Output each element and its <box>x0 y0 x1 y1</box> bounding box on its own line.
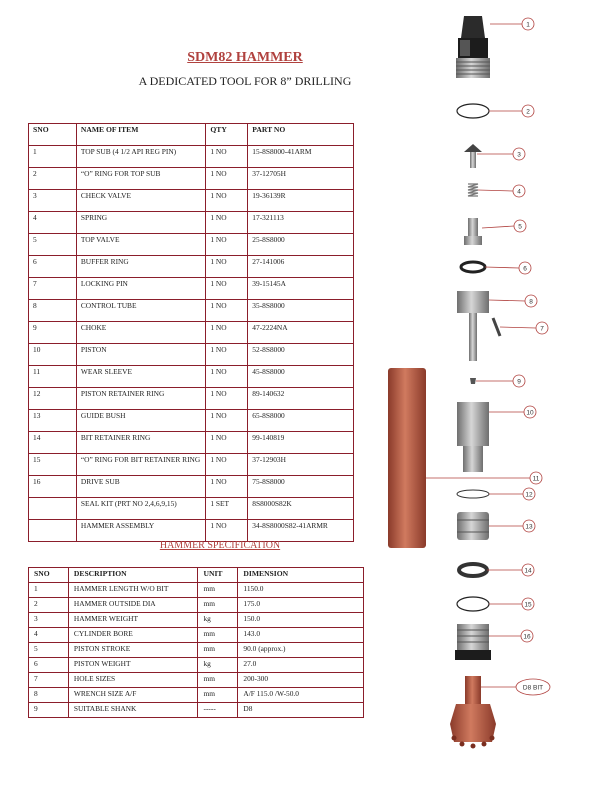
parts-table-cell: 5 <box>29 234 77 256</box>
parts-table-cell: 1 NO <box>206 322 248 344</box>
bit-retainer-ring-part <box>459 564 487 576</box>
parts-table-cell: 17-321113 <box>248 212 354 234</box>
callout-1 <box>490 18 534 30</box>
callout-label: 6 <box>523 265 527 273</box>
callout-leader-line <box>478 190 513 191</box>
parts-table-cell: DRIVE SUB <box>76 476 206 498</box>
drive-sub-part <box>455 624 491 660</box>
spec-table-cell: 8 <box>29 688 69 703</box>
parts-table-cell: 1 NO <box>206 366 248 388</box>
parts-table-row <box>29 410 354 432</box>
parts-table-cell: 1 NO <box>206 212 248 234</box>
spec-table-cell: mm <box>198 688 238 703</box>
parts-table-cell: TOP SUB (4 1/2 API REG PIN) <box>76 146 206 168</box>
parts-table-cell: BUFFER RING <box>76 256 206 278</box>
piston-part <box>457 402 489 472</box>
callout-label: D8 BIT <box>522 684 544 692</box>
spec-column-header: UNIT <box>198 568 238 583</box>
parts-table-row <box>29 234 354 256</box>
parts-table-cell: TOP VALVE <box>76 234 206 256</box>
parts-table-cell: 1 NO <box>206 344 248 366</box>
spec-table-cell: kg <box>198 658 238 673</box>
parts-table-cell: 34-8S8000S82-41ARMR <box>248 520 354 542</box>
parts-table-cell: 1 NO <box>206 520 248 542</box>
parts-table-cell: “O” RING FOR TOP SUB <box>76 168 206 190</box>
callout-label: 8 <box>529 298 533 306</box>
callout-2 <box>489 105 534 117</box>
parts-table-row <box>29 146 354 168</box>
piston-retainer-ring-part <box>457 490 489 498</box>
parts-table-cell: WEAR SLEEVE <box>76 366 206 388</box>
callout-label: 1 <box>526 21 530 29</box>
parts-column-header: PART NO <box>248 124 354 146</box>
parts-table-cell: 99-140819 <box>248 432 354 454</box>
spec-table-cell: mm <box>198 643 238 658</box>
spec-table-cell: 150.0 <box>238 613 364 628</box>
parts-table-cell: 47-2224NA <box>248 322 354 344</box>
guide-bush-part <box>457 512 489 540</box>
spec-table-cell: 175.0 <box>238 598 364 613</box>
spec-table-cell: 90.0 (approx.) <box>238 643 364 658</box>
parts-table-cell: HAMMER ASSEMBLY <box>76 520 206 542</box>
parts-table-cell: 1 NO <box>206 388 248 410</box>
callout-9 <box>476 375 525 387</box>
top-valve-part <box>464 218 482 245</box>
locking-pin-part <box>493 318 500 336</box>
spec-table-cell: CYLINDER BORE <box>68 628 198 643</box>
spec-table-cell: WRENCH SIZE A/F <box>68 688 198 703</box>
parts-table-cell: 45-8S8000 <box>248 366 354 388</box>
parts-column-header: SNO <box>29 124 77 146</box>
callout-15 <box>489 598 534 610</box>
parts-table-row <box>29 498 354 520</box>
parts-table-cell: GUIDE BUSH <box>76 410 206 432</box>
spec-table-row <box>29 583 364 598</box>
spec-header-row <box>29 568 364 583</box>
callout-14 <box>487 564 534 576</box>
exploded-parts-diagram <box>380 0 612 792</box>
spec-table-cell: D8 <box>238 703 364 718</box>
parts-table-cell: 1 NO <box>206 432 248 454</box>
spec-table-cell: A/F 115.0 /W-50.0 <box>238 688 364 703</box>
spec-table-cell: 1150.0 <box>238 583 364 598</box>
spec-table-cell: kg <box>198 613 238 628</box>
callout-16 <box>489 630 533 642</box>
choke-part <box>470 378 476 384</box>
callout-6 <box>485 262 531 274</box>
parts-table-body <box>29 146 354 542</box>
parts-column-header: NAME OF ITEM <box>76 124 206 146</box>
callout-leader-line <box>500 327 536 328</box>
parts-table-cell: 14 <box>29 432 77 454</box>
parts-table-cell <box>29 520 77 542</box>
spec-table-cell: 27.0 <box>238 658 364 673</box>
parts-table-cell: PISTON <box>76 344 206 366</box>
spring-part <box>468 184 478 196</box>
page-subtitle: A DEDICATED TOOL FOR 8” DRILLING <box>138 74 352 88</box>
spec-table <box>28 567 364 718</box>
parts-table-cell: CHOKE <box>76 322 206 344</box>
spec-table-row <box>29 628 364 643</box>
spec-table-cell: 3 <box>29 613 69 628</box>
parts-table-cell: 12 <box>29 388 77 410</box>
parts-table <box>28 123 354 542</box>
parts-table-cell: 1 NO <box>206 234 248 256</box>
parts-table-cell: 35-8S8000 <box>248 300 354 322</box>
parts-table-cell: PISTON RETAINER RING <box>76 388 206 410</box>
spec-table-cell: 2 <box>29 598 69 613</box>
spec-column-header: SNO <box>29 568 69 583</box>
callout-leader-line <box>482 226 514 228</box>
parts-table-cell: SPRING <box>76 212 206 234</box>
parts-table-cell: 1 <box>29 146 77 168</box>
callout-7 <box>500 322 548 334</box>
parts-table-cell: CONTROL TUBE <box>76 300 206 322</box>
parts-table-cell: 52-8S8000 <box>248 344 354 366</box>
callout-label: 12 <box>525 491 533 499</box>
callout-label: 9 <box>517 378 521 386</box>
parts-table-cell: SEAL KIT (PRT NO 2,4,6,9,15) <box>76 498 206 520</box>
parts-table-cell: 15-8S8000-41ARM <box>248 146 354 168</box>
callout-leader-line <box>485 267 519 268</box>
spec-table-cell: PISTON STROKE <box>68 643 198 658</box>
spec-table-cell: mm <box>198 583 238 598</box>
callout-leader-line <box>489 300 525 301</box>
callout-label: 2 <box>526 108 530 116</box>
spec-table-cell: SUITABLE SHANK <box>68 703 198 718</box>
callout-label: 13 <box>525 523 533 531</box>
parts-table-cell: 1 NO <box>206 190 248 212</box>
spec-table-row <box>29 658 364 673</box>
parts-table-cell: 65-8S8000 <box>248 410 354 432</box>
callout-label: 11 <box>532 475 540 483</box>
spec-table-cell: HAMMER OUTSIDE DIA <box>68 598 198 613</box>
top-sub-part <box>456 16 490 78</box>
parts-table-cell: 1 SET <box>206 498 248 520</box>
callout-12 <box>489 488 535 500</box>
callout-11 <box>426 472 542 484</box>
parts-table-cell: 39-15145A <box>248 278 354 300</box>
parts-table-cell: 1 NO <box>206 146 248 168</box>
callout-label: 15 <box>524 601 532 609</box>
parts-table-cell: 1 NO <box>206 476 248 498</box>
o-ring-top-sub-part <box>457 104 489 118</box>
parts-table-row <box>29 190 354 212</box>
spec-table-row <box>29 688 364 703</box>
buffer-ring-part <box>461 262 485 272</box>
parts-table-cell <box>29 498 77 520</box>
spec-table-cell: 6 <box>29 658 69 673</box>
callout-10 <box>489 406 536 418</box>
spec-table-cell: 7 <box>29 673 69 688</box>
parts-table-cell: LOCKING PIN <box>76 278 206 300</box>
callout-5 <box>482 220 526 232</box>
parts-table-cell: 1 NO <box>206 256 248 278</box>
spec-table-cell: ----- <box>198 703 238 718</box>
parts-table-cell: 1 NO <box>206 168 248 190</box>
parts-table-row <box>29 366 354 388</box>
parts-table-cell: 37-12705H <box>248 168 354 190</box>
parts-table-cell: 11 <box>29 366 77 388</box>
parts-table-row <box>29 256 354 278</box>
wear-sleeve-part <box>388 368 426 548</box>
parts-table-cell: 19-36139R <box>248 190 354 212</box>
parts-table-cell: 4 <box>29 212 77 234</box>
spec-table-cell: 143.0 <box>238 628 364 643</box>
parts-table-row <box>29 300 354 322</box>
parts-table-cell: 3 <box>29 190 77 212</box>
page-title: SDM82 HAMMER <box>187 50 303 65</box>
parts-header-row <box>29 124 354 146</box>
spec-table-row <box>29 673 364 688</box>
spec-table-row <box>29 703 364 718</box>
parts-table-cell: CHECK VALVE <box>76 190 206 212</box>
callout-4 <box>478 185 525 197</box>
spec-table-row <box>29 613 364 628</box>
spec-table-row <box>29 598 364 613</box>
parts-table-row <box>29 476 354 498</box>
parts-table-row <box>29 322 354 344</box>
spec-table-cell: 9 <box>29 703 69 718</box>
callout-label: 4 <box>517 188 521 196</box>
callout-label: 16 <box>523 633 531 641</box>
parts-table-cell: 27-141006 <box>248 256 354 278</box>
parts-table-cell: 37-12903H <box>248 454 354 476</box>
parts-table-cell: 25-8S8000 <box>248 234 354 256</box>
parts-table-row <box>29 278 354 300</box>
callout-label: 14 <box>524 567 532 575</box>
control-tube-part <box>457 291 489 361</box>
spec-section-title: HAMMER SPECIFICATION <box>159 540 281 551</box>
parts-table-row <box>29 344 354 366</box>
parts-table-cell: 75-8S8000 <box>248 476 354 498</box>
spec-table-cell: 4 <box>29 628 69 643</box>
callout-label: 3 <box>517 151 521 159</box>
spec-table-cell: mm <box>198 628 238 643</box>
parts-table-cell: 2 <box>29 168 77 190</box>
parts-table-cell: 9 <box>29 322 77 344</box>
parts-table-row <box>29 212 354 234</box>
callouts-layer <box>426 18 550 695</box>
spec-table-cell: 200-300 <box>238 673 364 688</box>
parts-table-row <box>29 432 354 454</box>
callout-label: 7 <box>540 325 544 333</box>
parts-table-cell: 1 NO <box>206 454 248 476</box>
parts-table-cell: 13 <box>29 410 77 432</box>
check-valve-part <box>464 144 482 168</box>
parts-table-cell: 8 <box>29 300 77 322</box>
parts-table-cell: 16 <box>29 476 77 498</box>
callout-label: 5 <box>518 223 522 231</box>
parts-table-row <box>29 520 354 542</box>
callout-8 <box>489 295 537 307</box>
spec-table-row <box>29 643 364 658</box>
spec-table-body <box>29 583 364 718</box>
parts-table-cell: “O” RING FOR BIT RETAINER RING <box>76 454 206 476</box>
callout-d8-bit <box>481 679 550 695</box>
parts-table-cell: 8S8000S82K <box>248 498 354 520</box>
parts-table-row <box>29 168 354 190</box>
spec-table-cell: 5 <box>29 643 69 658</box>
parts-table-cell: BIT RETAINER RING <box>76 432 206 454</box>
parts-table-row <box>29 388 354 410</box>
parts-table-cell: 1 NO <box>206 278 248 300</box>
o-ring-bit-retainer-part <box>457 597 489 611</box>
spec-table-cell: PISTON WEIGHT <box>68 658 198 673</box>
parts-table-cell: 7 <box>29 278 77 300</box>
spec-column-header: DESCRIPTION <box>68 568 198 583</box>
spec-table-cell: HOLE SIZES <box>68 673 198 688</box>
spec-table-cell: HAMMER WEIGHT <box>68 613 198 628</box>
parts-table-cell: 10 <box>29 344 77 366</box>
parts-table-cell: 89-140632 <box>248 388 354 410</box>
parts-table-cell: 1 NO <box>206 300 248 322</box>
spec-table-cell: HAMMER LENGTH W/O BIT <box>68 583 198 598</box>
callout-13 <box>489 520 535 532</box>
spec-table-cell: mm <box>198 598 238 613</box>
parts-table-cell: 6 <box>29 256 77 278</box>
parts-column-header: QTY <box>206 124 248 146</box>
callout-label: 10 <box>526 409 534 417</box>
callout-3 <box>477 148 525 160</box>
parts-table-cell: 15 <box>29 454 77 476</box>
spec-table-cell: 1 <box>29 583 69 598</box>
spec-table-cell: mm <box>198 673 238 688</box>
spec-column-header: DIMENSION <box>238 568 364 583</box>
parts-table-row <box>29 454 354 476</box>
parts-table-cell: 1 NO <box>206 410 248 432</box>
